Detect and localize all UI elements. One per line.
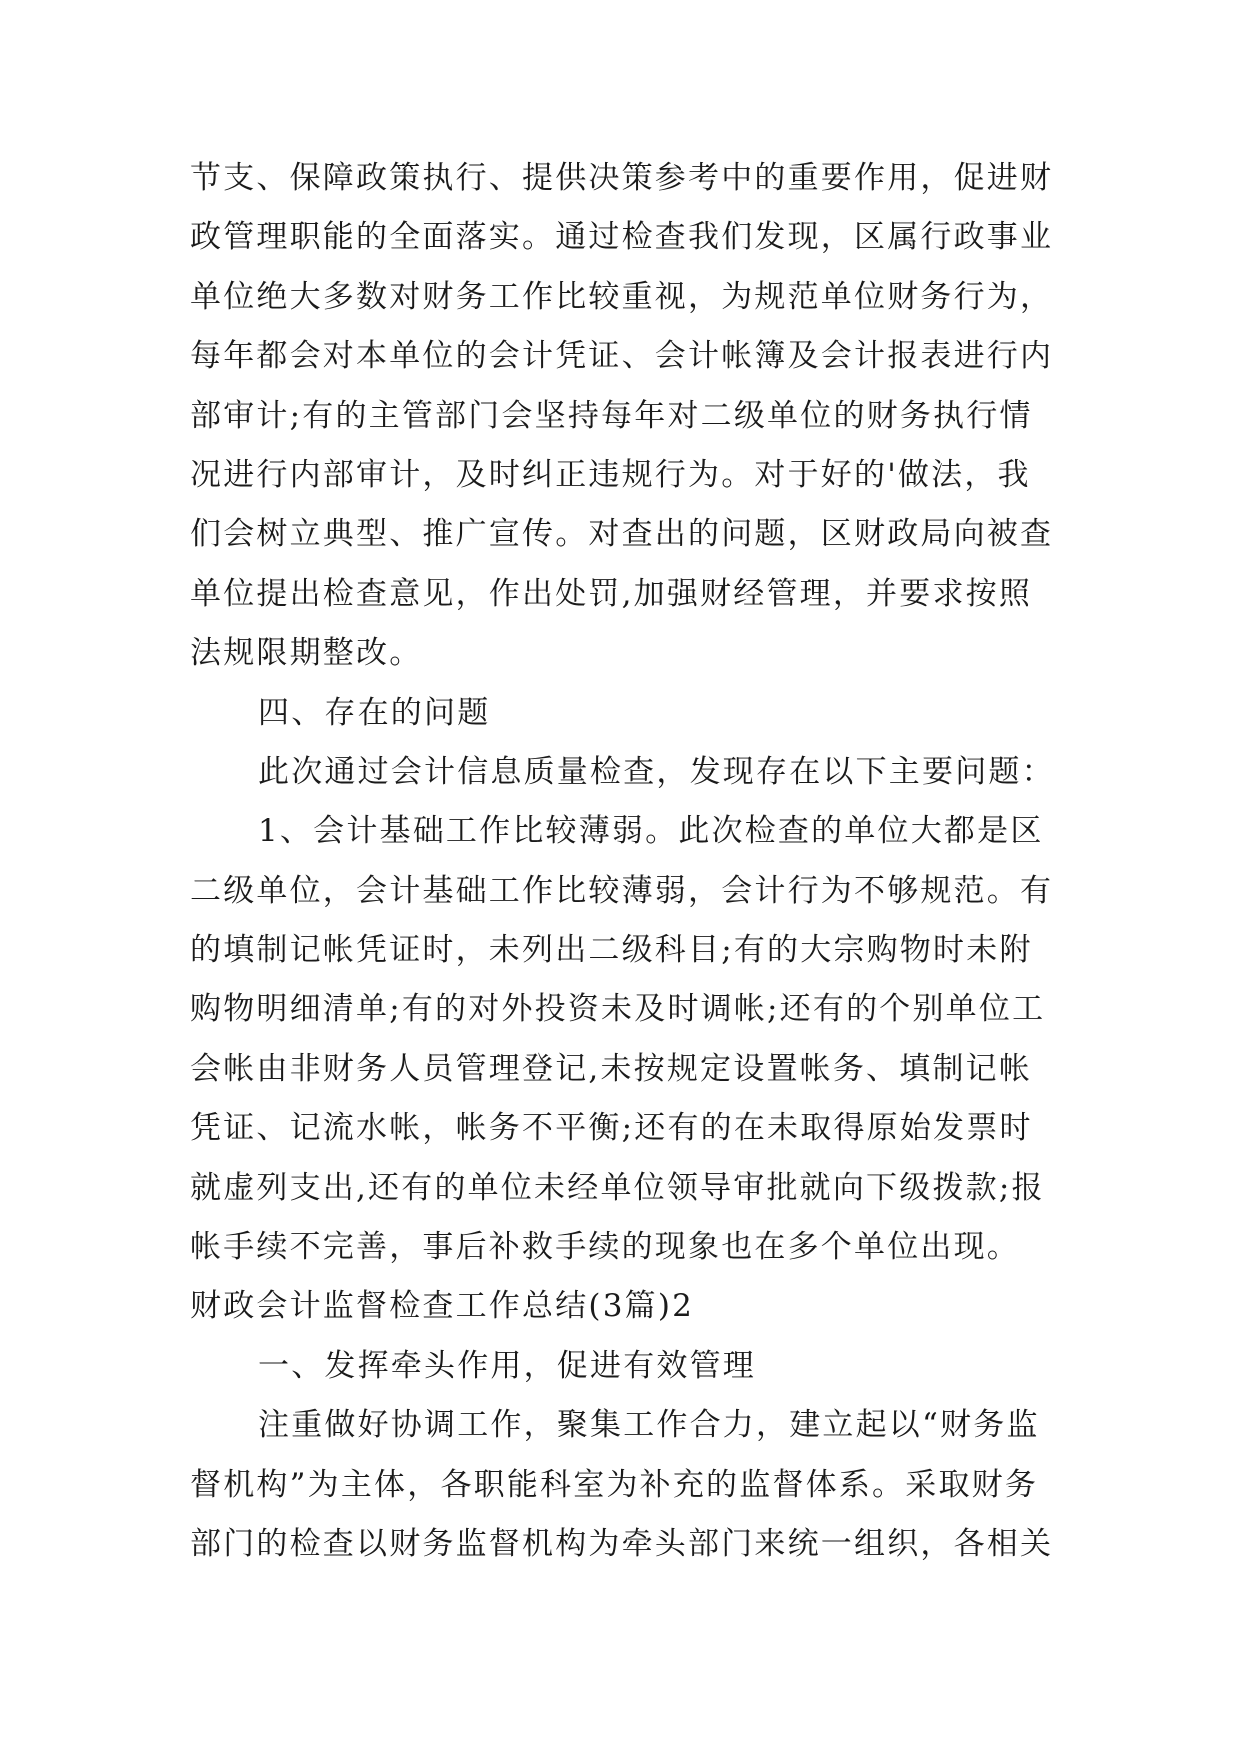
section-heading: 四、存在的问题 <box>258 694 491 731</box>
text-line: 们会树立典型、推广宣传。对查出的问题，区财政局向被查 <box>190 516 1054 553</box>
section-heading: 一、发挥牵头作用，促进有效管理 <box>258 1347 756 1384</box>
document-body <box>190 149 1060 1574</box>
text-line: 部审计;有的主管部门会坚持每年对二级单位的财务执行情 <box>190 397 1033 434</box>
text-line: 二级单位，会计基础工作比较薄弱，会计行为不够规范。有 <box>190 872 1054 909</box>
text-line: 注重做好协调工作，聚集工作合力，建立起以“财务监 <box>258 1407 1040 1444</box>
document-subtitle: 财政会计监督检查工作总结(3篇)2 <box>190 1288 695 1325</box>
text-line: 政管理职能的全面落实。通过检查我们发现，区属行政事业 <box>190 219 1054 256</box>
text-line: 就虚列支出,还有的单位未经单位领导审批就向下级拨款;报 <box>190 1169 1045 1206</box>
text-line: 的填制记帐凭证时，未列出二级科目;有的大宗购物时未附 <box>190 932 1033 969</box>
text-line: 法规限期整改。 <box>190 635 423 672</box>
text-line: 帐手续不完善，事后补救手续的现象也在多个单位出现。 <box>190 1229 1020 1266</box>
text-line: 1、会计基础工作比较薄弱。此次检查的单位大都是区 <box>258 813 1044 850</box>
text-line: 督机构”为主体，各职能科室为补充的监督体系。采取财务 <box>190 1466 1039 1503</box>
text-line: 凭证、记流水帐，帐务不平衡;还有的在未取得原始发票时 <box>190 1110 1033 1147</box>
text-line: 况进行内部审计，及时纠正违规行为。对于好的'做法，我 <box>190 456 1031 493</box>
text-line: 此次通过会计信息质量检查，发现存在以下主要问题： <box>258 753 1055 790</box>
text-line: 部门的检查以财务监督机构为牵头部门来统一组织，各相关 <box>190 1525 1054 1562</box>
text-line: 每年都会对本单位的会计凭证、会计帐簿及会计报表进行内 <box>190 338 1054 375</box>
text-line: 节支、保障政策执行、提供决策参考中的重要作用，促进财 <box>190 160 1054 196</box>
text-line: 购物明细清单;有的对外投资未及时调帐;还有的个别单位工 <box>190 991 1046 1028</box>
text-line: 会帐由非财务人员管理登记,未按规定设置帐务、填制记帐 <box>190 1050 1033 1087</box>
text-line: 单位提出检查意见，作出处罚,加强财经管理，并要求按照 <box>190 575 1033 612</box>
text-line: 单位绝大多数对财务工作比较重视，为规范单位财务行为， <box>190 278 1054 315</box>
